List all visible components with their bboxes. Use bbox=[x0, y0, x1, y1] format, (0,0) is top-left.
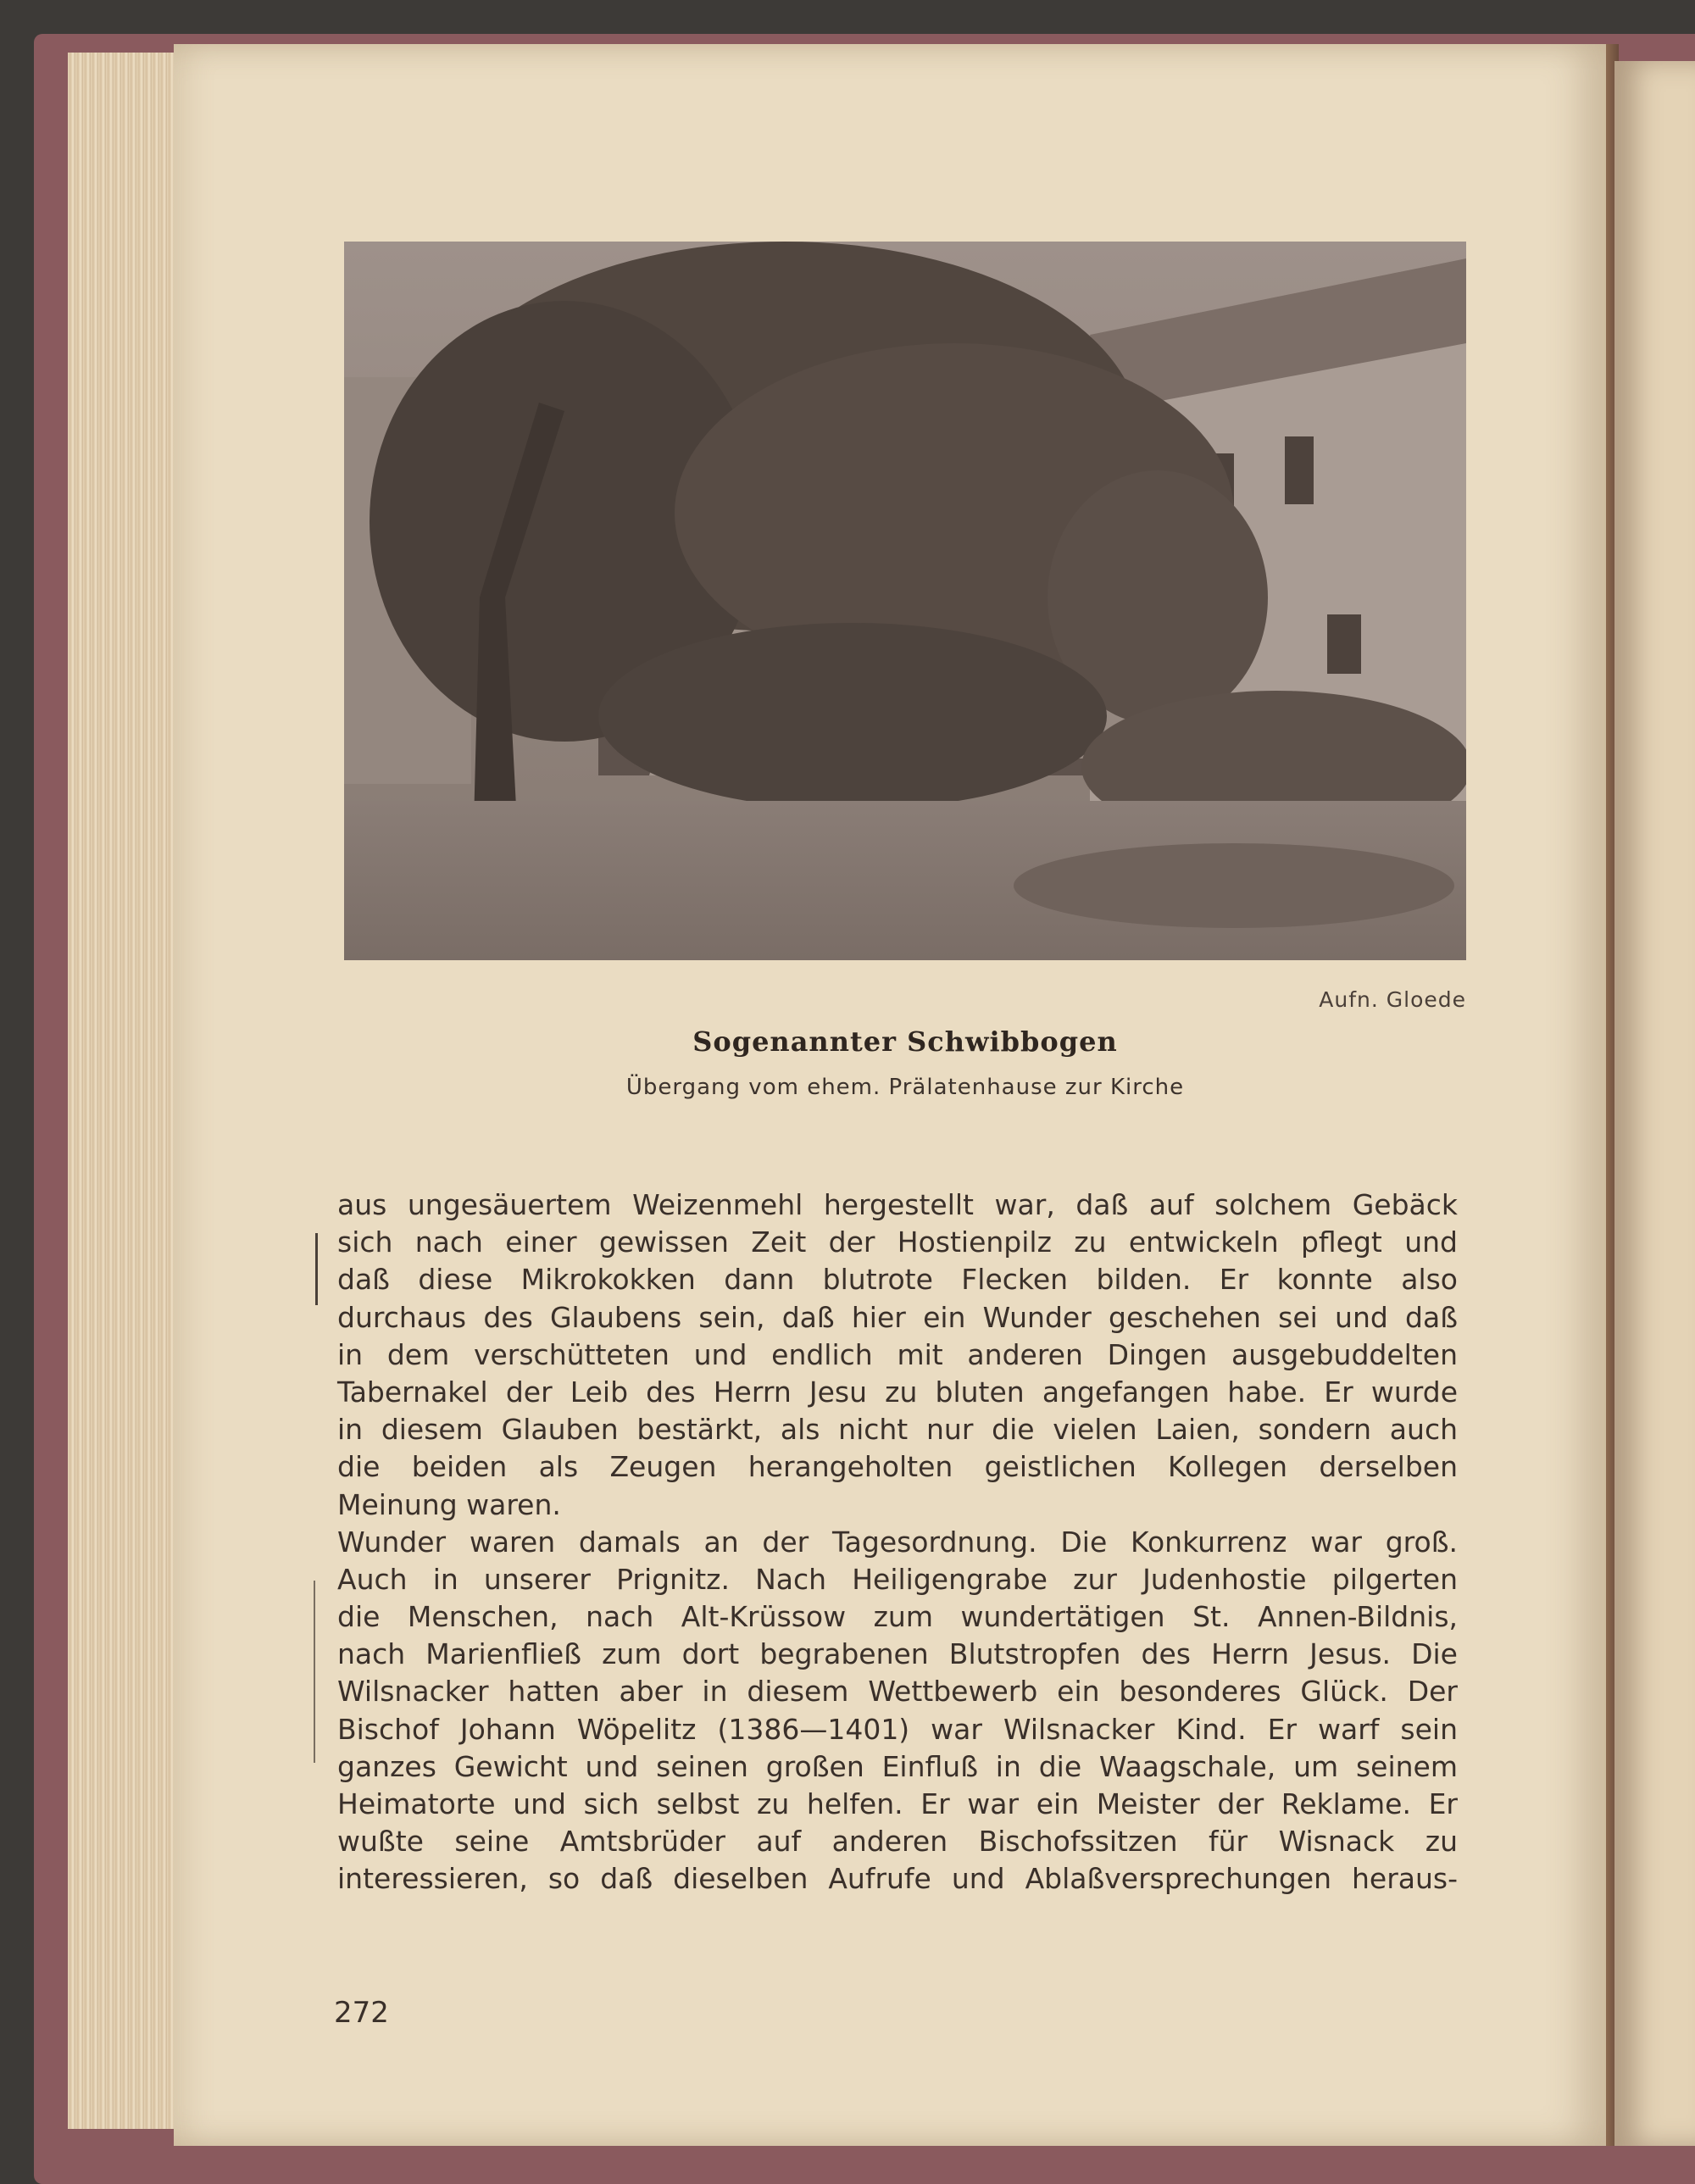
text-line: wußte seine Amtsbrüder auf anderen Bischofssitzen für Wisnack zu bbox=[337, 1825, 1458, 1859]
text-line: interessieren, so daß dieselben Aufrufe und Ablaßversprechungen heraus- bbox=[337, 1862, 1458, 1896]
margin-pencil-mark bbox=[314, 1581, 315, 1763]
text-line: ganzes Gewicht und seinen großen Einfluß in die Waagschale, um seinem bbox=[337, 1749, 1458, 1783]
text-line: Auch in unserer Prignitz. Nach Heiligengrabe zur Judenhostie pilgerten bbox=[337, 1562, 1458, 1596]
text-line: die Menschen, nach Alt-Krüssow zum wundertätigen St. Annen-Bildnis, bbox=[337, 1600, 1458, 1634]
text-line: daß diese Mikrokokken dann blutrote Flecken bilden. Er konnte also bbox=[337, 1263, 1458, 1297]
photo-credit: Aufn. Gloede bbox=[1319, 987, 1466, 1012]
text-line: Wilsnacker hatten aber in diesem Wettbewerb ein besonderes Glück. Der bbox=[337, 1675, 1458, 1709]
text-line: die beiden als Zeugen herangeholten geistlichen Kollegen derselben bbox=[337, 1450, 1458, 1484]
next-page-edge bbox=[1614, 61, 1695, 2146]
caption-title: Sogenannter Schwibbogen bbox=[692, 1025, 1118, 1058]
text-line: Wunder waren damals an der Tagesordnung. Die Konkurrenz war groß. bbox=[337, 1525, 1458, 1559]
photograph bbox=[344, 242, 1466, 960]
body-text bbox=[337, 1186, 1458, 1898]
text-line: aus ungesäuertem Weizenmehl hergestellt war, daß auf solchem Gebäck bbox=[337, 1188, 1458, 1221]
margin-pencil-mark bbox=[315, 1233, 318, 1305]
text-line: durchaus des Glaubens sein, daß hier ein Wunder geschehen sei und daß bbox=[337, 1300, 1458, 1334]
page-edges bbox=[68, 53, 186, 2129]
text-line: sich nach einer gewissen Zeit der Hostienpilz zu entwickeln pflegt und bbox=[337, 1225, 1458, 1259]
arch-photo-image bbox=[344, 242, 1466, 960]
page-number: 272 bbox=[334, 1996, 389, 2030]
text-line: Heimatorte und sich selbst zu helfen. Er war ein Meister der Reklame. Er bbox=[337, 1787, 1458, 1820]
text-line: nach Marienfließ zum dort begrabenen Blutstropfen des Herrn Jesus. Die bbox=[337, 1637, 1458, 1671]
text-line: Bischof Johann Wöpelitz (1386—1401) war Wilsnacker Kind. Er warf sein bbox=[337, 1712, 1458, 1746]
text-line: in dem verschütteten und endlich mit anderen Dingen ausgebuddelten bbox=[337, 1337, 1458, 1371]
text-line: in diesem Glauben bestärkt, als nicht nur die vielen Laien, sondern auch bbox=[337, 1413, 1458, 1447]
text-line: Meinung waren. bbox=[337, 1487, 561, 1521]
caption-subtitle: Übergang vom ehem. Prälatenhause zur Kirche bbox=[625, 1075, 1185, 1100]
text-line: Tabernakel der Leib des Herrn Jesu zu bluten angefangen habe. Er wurde bbox=[337, 1375, 1458, 1409]
